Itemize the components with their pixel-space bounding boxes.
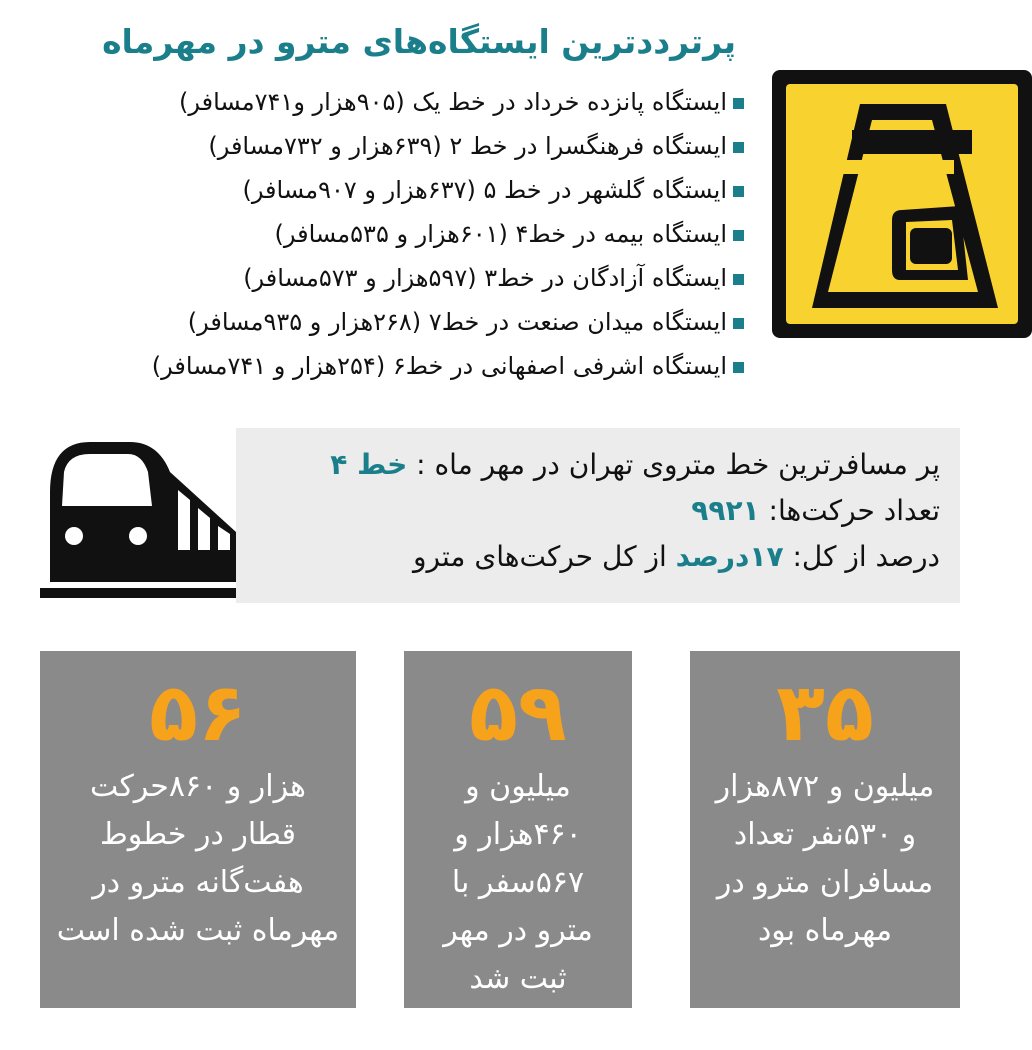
stat-number: ۵۹: [469, 666, 567, 759]
stat-card-passengers: [690, 651, 960, 1008]
station-text: ایستگاه اشرفی اصفهانی در خط۶ (۲۵۴هزار و ۷۴۱مسافر): [151, 352, 727, 380]
station-text: ایستگاه آزادگان در خط۳ (۵۹۷هزار و ۵۷۳مسافر): [243, 264, 727, 292]
square-bullet-icon: [733, 98, 744, 109]
share-label: درصد از کل:: [783, 540, 940, 573]
square-bullet-icon: [733, 142, 744, 153]
list-item: [44, 168, 744, 212]
trip-count-label: تعداد حرکت‌ها:: [759, 494, 940, 527]
stat-text: میلیون و ۴۶۰هزار و ۵۶۷سفر با مترو در مهر ثبت شد: [443, 769, 593, 996]
stat-card-journeys: [404, 651, 632, 1008]
stat-text: میلیون و ۸۷۲هزار و ۵۳۰نفر تعداد مسافران مترو در مهرماه بود: [715, 769, 935, 948]
share-suffix: از کل حرکت‌های مترو: [413, 540, 667, 573]
busiest-line-value: خط ۴: [330, 448, 408, 481]
stat-card-train-trips: [40, 651, 356, 1008]
list-item: [44, 80, 744, 124]
square-bullet-icon: [733, 186, 744, 197]
square-bullet-icon: [733, 362, 744, 373]
trip-count-value: ۹۹۲۱: [691, 494, 760, 527]
station-text: ایستگاه میدان صنعت در خط۷ (۲۶۸هزار و ۹۳۵مسافر): [187, 308, 727, 336]
square-bullet-icon: [733, 274, 744, 285]
square-bullet-icon: [733, 230, 744, 241]
list-item: [44, 256, 744, 300]
station-list: [44, 80, 744, 388]
square-bullet-icon: [733, 318, 744, 329]
busiest-line: [256, 442, 940, 488]
stat-number: ۵۶: [149, 666, 247, 759]
station-text: ایستگاه بیمه در خط۴ (۶۰۱هزار و ۵۳۵مسافر): [274, 220, 727, 248]
busiest-line-label: پر مسافرترین خط متروی تهران در مهر ماه :: [416, 448, 940, 481]
page-title: پرترددترین ایستگاه‌های مترو در مهرماه: [102, 22, 736, 61]
share-value: ۱۷درصد: [675, 540, 784, 573]
list-item: [44, 212, 744, 256]
share-percent: [256, 534, 940, 580]
stat-text: هزار و ۸۶۰حرکت قطار در خطوط هفت‌گانه مترو در مهرماه ثبت شده است: [56, 769, 340, 948]
busiest-line-info: [236, 428, 960, 603]
list-item: [44, 344, 744, 388]
trip-count: [256, 488, 940, 534]
list-item: [44, 300, 744, 344]
metro-logo-icon: [772, 70, 1032, 338]
station-text: ایستگاه فرهنگسرا در خط ۲ (۶۳۹هزار و ۷۳۲مسافر): [208, 132, 727, 160]
train-icon: [40, 432, 240, 600]
station-text: ایستگاه پانزده خرداد در خط یک (۹۰۵هزار و۷۴۱مسافر): [178, 88, 727, 116]
stat-number: ۳۵: [776, 666, 874, 759]
list-item: [44, 124, 744, 168]
station-text: ایستگاه گلشهر در خط ۵ (۶۳۷هزار و ۹۰۷مسافر): [242, 176, 727, 204]
